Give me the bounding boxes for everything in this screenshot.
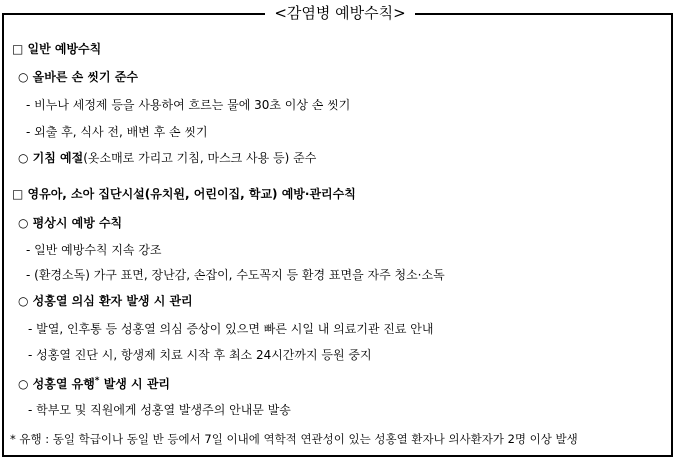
group-label: ○ 기침 예절 <box>18 151 84 165</box>
list-item: - 비누나 세정제 등을 사용하여 흐르는 물에 30초 이상 손 씻기 <box>26 98 351 112</box>
title-text: <감염병 예방수칙> <box>265 3 414 23</box>
list-item: - 성홍열 진단 시, 항생제 치료 시작 후 최소 24시간까지 등원 중지 <box>28 348 372 362</box>
footnote-marker: * <box>94 376 100 386</box>
group-handwashing: ○ 올바른 손 씻기 준수 <box>18 70 138 84</box>
group-label-suffix: (옷소매로 가리고 기침, 마스크 사용 등) 준수 <box>83 151 317 165</box>
group-label-suffix: 발생 시 관리 <box>99 377 171 391</box>
list-item: - 외출 후, 식사 전, 배변 후 손 씻기 <box>26 125 208 139</box>
list-item: - 학부모 및 직원에게 성홍열 발생주의 안내문 발송 <box>28 403 291 417</box>
group-outbreak <box>18 375 170 393</box>
list-item: - (환경소독) 가구 표면, 장난감, 손잡이, 수도꼭지 등 환경 표면을 자주 청소·소독 <box>26 268 445 282</box>
section-heading-general: □ 일반 예방수칙 <box>12 42 102 56</box>
group-routine-prevention: ○ 평상시 예방 수칙 <box>18 216 123 230</box>
group-cough-etiquette <box>18 149 316 167</box>
page-title <box>0 3 680 23</box>
section-heading-facilities: □ 영유아, 소아 집단시설(유치원, 어린이집, 학교) 예방·관리수칙 <box>12 187 356 201</box>
footnote: * 유행 : 동일 학급이나 동일 반 등에서 7일 이내에 역학적 연관성이 있는 성홍열 환자나 의사환자가 2명 이상 발생 <box>10 432 578 446</box>
list-item: - 일반 예방수칙 지속 강조 <box>26 243 162 257</box>
list-item: - 발열, 인후통 등 성홍열 의심 증상이 있으면 빠른 시일 내 의료기관 진료 안내 <box>28 322 434 336</box>
group-suspected-case: ○ 성홍열 의심 환자 발생 시 관리 <box>18 294 193 308</box>
group-label: ○ 성홍열 유행 <box>18 377 95 391</box>
